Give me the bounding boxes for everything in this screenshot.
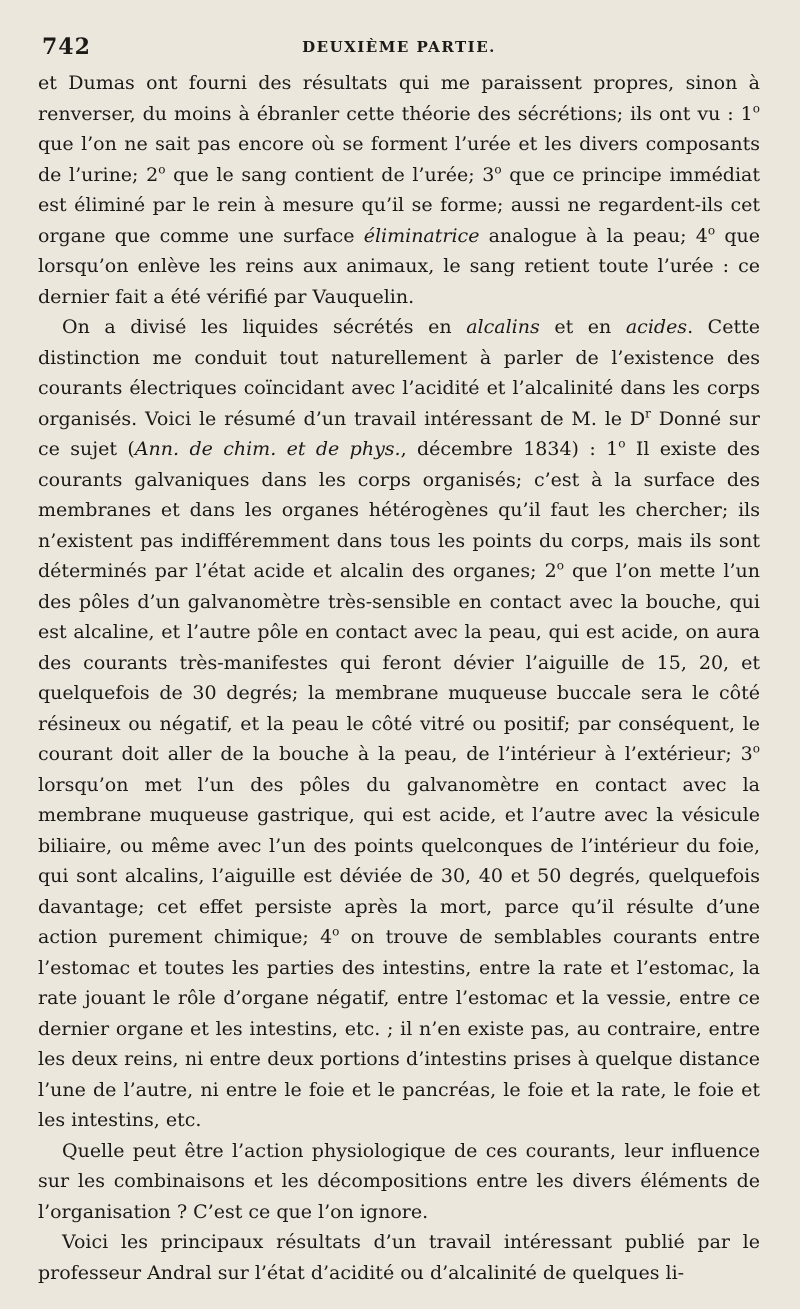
- paragraph: [38, 68, 760, 312]
- italic-text: Ann. de chim. et de phys.: [134, 438, 401, 460]
- text-run: que lorsqu’on enlève les reins aux animaux, le sang retient toute l’urée : ce dernier fait a été vérifié par Vauquelin.: [38, 224, 760, 308]
- text-run: . Cette distinction me conduit tout naturellement à parler de l’existence des courants électriques coïncidant avec l’acidité et l’alcalinité dans les corps organisés. Voici le résumé d’un travail intéressant de M. le D: [38, 316, 760, 430]
- page-header: [38, 30, 760, 60]
- text-run: analogue à la peau; 4: [479, 224, 708, 247]
- superscript: o: [752, 101, 760, 116]
- text-run: que l’on mette l’un des pôles d’un galvanomètre très-sensible en contact avec la bouche, qui est alcaline, et l’autre pôle en contact avec la peau, qui est acide, on aura des courants très-manifestes qui feront dévier l’aiguille de 15, 20, et quelquefois de 30 degrés; la membrane muqueuse buccale sera le côté résineux ou négatif, et la peau le côté vitré ou positif; par conséquent, le courant doit aller de la bouche à la peau, de l’intérieur à l’extérieur; 3: [38, 560, 760, 765]
- text-run: On a divisé les liquides sécrétés en: [62, 316, 467, 338]
- superscript: o: [707, 223, 716, 238]
- text-run: Il existe des courants galvaniques dans les corps organisés; c’est à la surface des membranes et dans les organes hétérogènes qu’il faut les chercher; ils n’existent pas indifféremment dans tous les points du corps, mais ils sont déterminés par l’état acide et alcalin des organes; 2: [38, 438, 760, 582]
- superscript: o: [332, 924, 340, 939]
- text-run: on trouve de semblables courants entre l’estomac et toutes les parties des intestins, entre la rate et l’estomac, la rate jouant le rôle d’organe négatif, entre l’estomac et la vessie, entre ce dernier organe et les intestins, etc. ; il n’en existe pas, au contraire, entre les deux reins, ni entre deux portions d’intestins prises à quelque distance l’une de l’autre, ni entre le foie et le pancréas, le foie et la rate, le foie et les intestins, etc.: [38, 926, 761, 1131]
- superscript: o: [618, 436, 626, 451]
- text-run: Voici les principaux résultats d’un travail intéressant publié par le professeur Andral sur l’état d’acidité ou d’alcalinité de quelques li-: [38, 1231, 760, 1284]
- text-run: que le sang contient de l’urée; 3: [165, 163, 495, 186]
- text-run: Quelle peut être l’action physiologique de ces courants, leur influence sur les combinaisons et les décompositions entre les divers éléments de l’organisation ? C’est ce que l’on ignore.: [38, 1139, 760, 1223]
- text-run: que l’on ne sait pas encore où se forment l’urée et les divers composants de l’urine; 2: [38, 133, 760, 186]
- superscript: o: [556, 558, 564, 573]
- superscript: o: [158, 162, 166, 177]
- italic-text: éliminatrice: [363, 224, 480, 247]
- body-text: [38, 68, 760, 1288]
- text-run: Donné sur ce sujet (: [38, 407, 760, 460]
- superscript: o: [752, 741, 760, 756]
- paragraph: [38, 1136, 760, 1228]
- running-head: DEUXIÈME PARTIE.: [302, 38, 496, 56]
- paragraph: [38, 312, 760, 1136]
- text-run: et Dumas ont fourni des résultats qui me paraissent propres, sinon à renverser, du moins à ébranler cette théorie des sécrétions; ils ont vu : 1: [38, 72, 760, 125]
- text-run: , décembre 1834) : 1: [400, 438, 619, 460]
- text-run: que ce principe immédiat est éliminé par le rein à mesure qu’il se forme; aussi ne regardent-ils cet organe que comme une surface: [38, 163, 761, 247]
- text-run: lorsqu’on met l’un des pôles du galvanomètre en contact avec la membrane muqueuse gastrique, qui est acide, et l’autre avec la vésicule biliaire, ou même avec l’un des points quelconques de l’intérieur du foie, qui sont alcalins, l’aiguille est déviée de 30, 40 et 50 degrés, quelquefois davantage; cet effet persiste après la mort, parce qu’il résulte d’une action purement chimique; 4: [38, 773, 760, 948]
- text-run: et en: [539, 316, 626, 338]
- paragraph: [38, 1227, 760, 1288]
- italic-text: alcalins: [466, 316, 540, 338]
- italic-text: acides: [625, 316, 688, 338]
- superscript: o: [494, 162, 502, 177]
- superscript: r: [645, 406, 651, 421]
- page-number: 742: [42, 34, 91, 60]
